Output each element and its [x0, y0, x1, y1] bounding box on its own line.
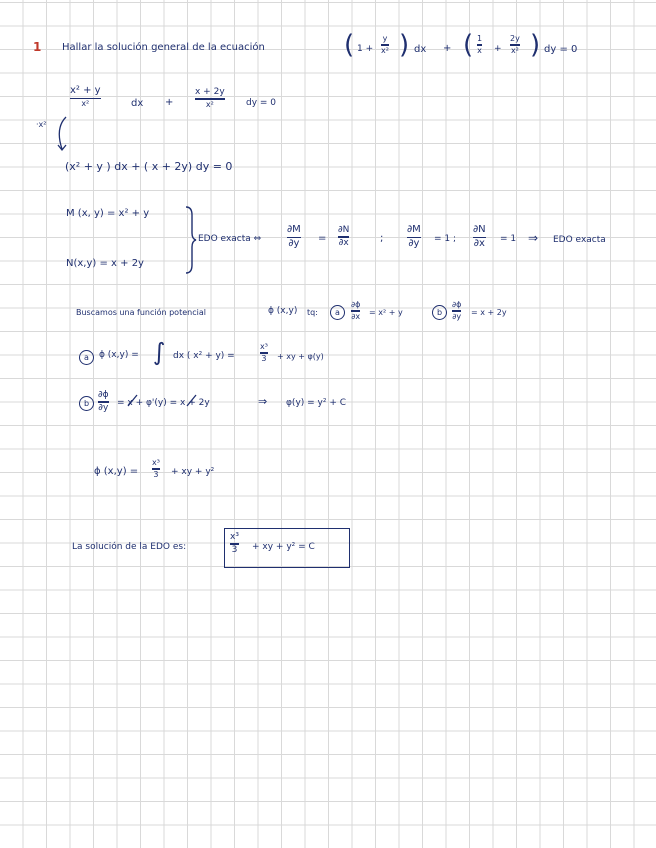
partial-n-x-2: ∂N ∂x	[473, 224, 486, 249]
value-2: = 1	[500, 234, 517, 244]
step1-fraction-1: x² + y x²	[70, 85, 101, 108]
paren-close-1: )	[399, 30, 410, 60]
solution-rest: + xy + y² = C	[252, 542, 315, 552]
strike-marks	[125, 392, 245, 412]
partial-m-y-2: ∂M ∂y	[407, 224, 421, 249]
separator: ;	[380, 233, 384, 244]
phi-final-rest: + xy + y²	[171, 467, 215, 477]
tq-label: tq:	[307, 308, 318, 317]
step1-dx: dx	[131, 98, 144, 109]
eq-dx: dx	[414, 44, 427, 55]
phi-final-lhs: ϕ (x,y) =	[94, 466, 139, 477]
problem-statement: Hallar la solución general de la ecuación	[62, 42, 265, 53]
calc-b-result: φ(y) = y² + C	[286, 398, 347, 408]
solution-text: La solución de la EDO es:	[72, 542, 187, 552]
paren-open-1: (	[344, 30, 355, 60]
m-definition: M (x, y) = x² + y	[66, 208, 150, 219]
value-1: = 1 ;	[434, 234, 457, 244]
phi-symbol: ϕ (x,y)	[268, 306, 298, 316]
dphi-dx: ∂ϕ ∂x	[351, 300, 361, 321]
n-definition: N(x,y) = x + 2y	[66, 258, 144, 269]
problem-number: 1	[33, 40, 42, 54]
equals-sign: =	[318, 233, 327, 244]
implies-arrow-icon: ⇒	[528, 231, 539, 245]
curly-brace-icon	[183, 205, 197, 275]
step1-fraction-2: x + 2y x²	[195, 87, 225, 109]
partial-n-x-1: ∂N ∂x	[338, 225, 350, 248]
step1-tail: dy = 0	[246, 98, 277, 108]
exact-condition-text: EDO exacta ⇔	[198, 234, 262, 244]
calc-b-derivative: ∂ϕ ∂y	[98, 390, 109, 413]
calc-a-label: a	[79, 350, 94, 365]
integral-sign: ∫	[153, 338, 166, 366]
label-b-circle: b	[432, 305, 447, 320]
eq-plus-2: +	[494, 44, 502, 54]
potential-intro: Buscamos una función potencial	[76, 308, 206, 317]
dphi-dy-rhs: = x + 2y	[471, 308, 507, 317]
calc-b-label: b	[79, 396, 94, 411]
partial-m-y-1: ∂M ∂y	[287, 224, 301, 249]
multiply-note: ·x²	[36, 120, 47, 129]
calc-b-arrow: ⇒	[258, 395, 268, 408]
paren-open-2: (	[463, 30, 474, 60]
calc-a-lhs: ϕ (x,y) =	[99, 350, 139, 360]
calc-a-integrand: dx ( x² + y) =	[173, 351, 235, 361]
eq-fraction-3: 2y x²	[510, 34, 520, 55]
solution-fraction: x³ 3	[230, 532, 239, 555]
exact-conclusion: EDO exacta	[553, 235, 606, 245]
step2-equation: (x² + y ) dx + ( x + 2y) dy = 0	[65, 160, 233, 173]
calc-b-body: = x + φ'(y) = x + 2y	[117, 398, 210, 408]
step1-plus: +	[165, 97, 174, 108]
eq-fraction-2: 1 x	[477, 34, 483, 55]
dphi-dx-rhs: = x² + y	[369, 308, 403, 317]
eq-plus: +	[443, 43, 452, 54]
curved-arrow-icon	[56, 115, 76, 155]
paren-close-2: )	[530, 30, 541, 60]
dphi-dy: ∂ϕ ∂y	[452, 300, 462, 321]
calc-a-fraction: x³ 3	[260, 342, 268, 363]
eq-tail: dy = 0	[544, 44, 578, 55]
eq-term-1: 1 +	[357, 44, 374, 54]
eq-fraction-1: y x²	[381, 34, 389, 55]
phi-final-fraction: x³ 3	[152, 458, 160, 479]
calc-a-rest: + xy + φ(y)	[277, 352, 324, 361]
label-a-circle: a	[330, 305, 345, 320]
